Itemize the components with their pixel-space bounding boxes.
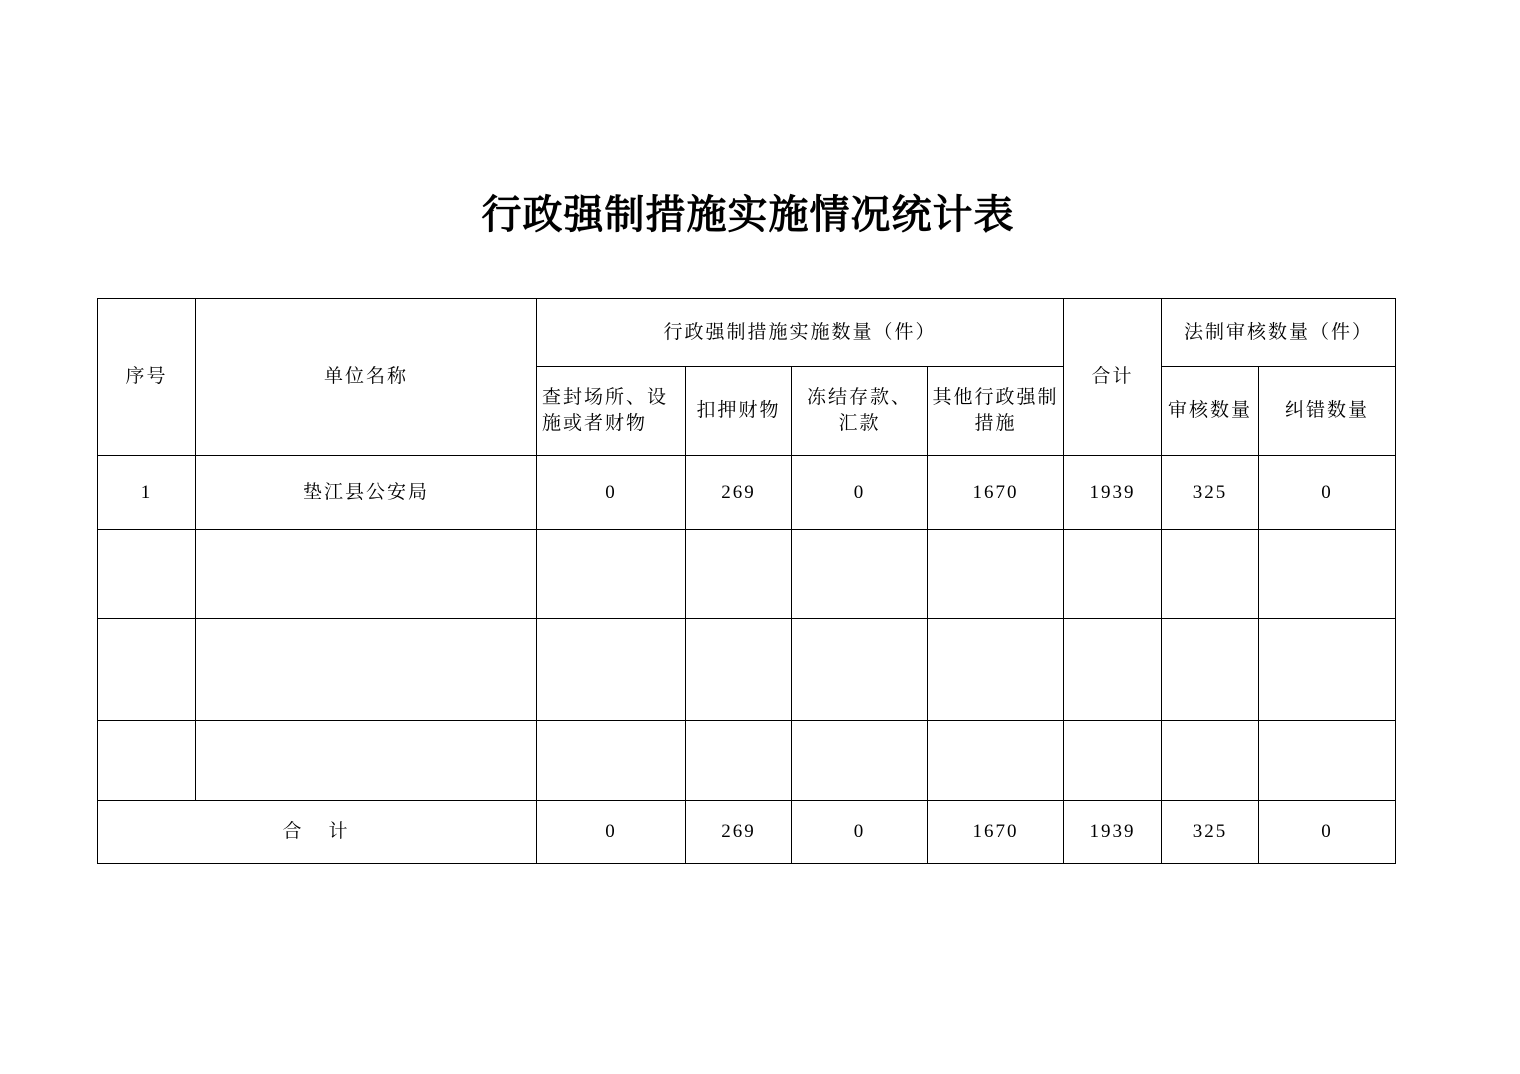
cell-seal: 0 xyxy=(537,456,686,530)
header-other-measures: 其他行政强制措施 xyxy=(928,367,1064,456)
total-detain: 269 xyxy=(686,801,792,864)
header-correction-count: 纠错数量 xyxy=(1259,367,1396,456)
cell-other: 1670 xyxy=(928,456,1064,530)
header-review-group: 法制审核数量（件） xyxy=(1162,299,1396,367)
cell-detain: 269 xyxy=(686,456,792,530)
total-other: 1670 xyxy=(928,801,1064,864)
statistics-table xyxy=(97,298,1396,864)
header-seal-property: 查封场所、设施或者财物 xyxy=(537,367,686,456)
total-row xyxy=(98,801,1396,864)
table-row xyxy=(98,456,1396,530)
total-reviewed: 325 xyxy=(1162,801,1259,864)
empty-row xyxy=(98,721,1396,801)
header-total: 合计 xyxy=(1064,299,1162,456)
empty-row xyxy=(98,619,1396,721)
total-corrected: 0 xyxy=(1259,801,1396,864)
header-freeze-deposits: 冻结存款、汇款 xyxy=(792,367,928,456)
cell-reviewed: 325 xyxy=(1162,456,1259,530)
header-detain-property: 扣押财物 xyxy=(686,367,792,456)
cell-total: 1939 xyxy=(1064,456,1162,530)
total-total: 1939 xyxy=(1064,801,1162,864)
total-freeze: 0 xyxy=(792,801,928,864)
header-unit-name: 单位名称 xyxy=(196,299,537,456)
empty-row xyxy=(98,530,1396,619)
cell-seq: 1 xyxy=(98,456,196,530)
cell-corrected: 0 xyxy=(1259,456,1396,530)
header-measures-group: 行政强制措施实施数量（件） xyxy=(537,299,1064,367)
cell-unit-name: 垫江县公安局 xyxy=(196,456,537,530)
cell-freeze: 0 xyxy=(792,456,928,530)
total-seal: 0 xyxy=(537,801,686,864)
header-row-1 xyxy=(98,299,1396,367)
header-review-count: 审核数量 xyxy=(1162,367,1259,456)
total-label: 合 计 xyxy=(98,801,537,864)
page-title: 行政强制措施实施情况统计表 xyxy=(481,191,1015,238)
header-seq: 序号 xyxy=(98,299,196,456)
